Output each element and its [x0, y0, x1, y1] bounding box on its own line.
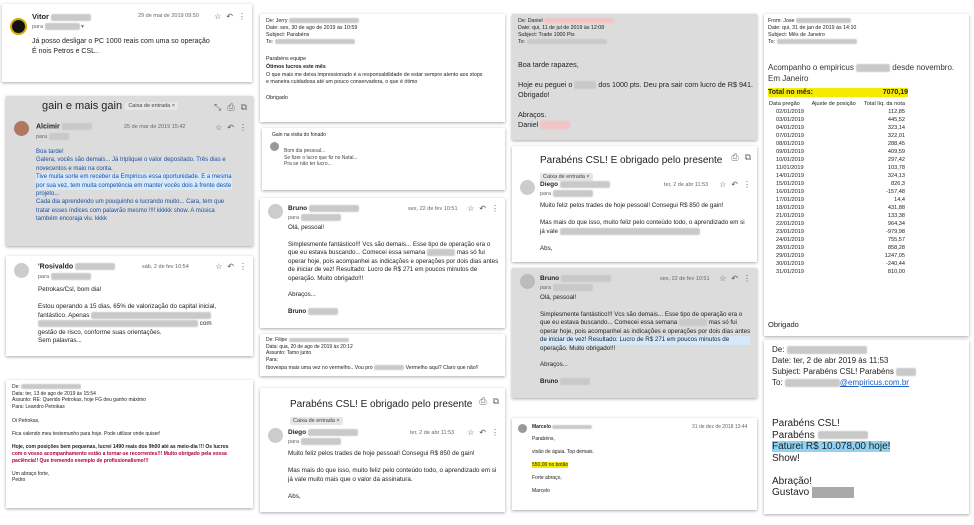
- value-cell: 858,28: [887, 245, 905, 251]
- avatar: [520, 274, 535, 289]
- avatar: [10, 18, 27, 35]
- table-row: [768, 140, 906, 148]
- table-row: [768, 188, 906, 196]
- email-body: Parabéns equipe Ótimos lucros este mês O que mais me deixa impressionado é a responsabilidade de estar sempre atento aos stops e maneira cuidadosa até um pouco conservadora, o que é ótimo Obrigado: [266, 56, 483, 101]
- results-table: [768, 100, 906, 276]
- table-row: [768, 212, 906, 220]
- email-card-mini[interactable]: [262, 128, 505, 190]
- email-card-rosivaldo[interactable]: 'Rosivaldo para sáb, 2 de fev 10:54 ☆ ↶ ⋮ Petrokas/Csl, bom dia! Estou operando a 15 dias, 65% de valorização do capital inicial, fantástico. Apenas com gestão de risco, conforme suas orientações. Sem palavras...: [6, 256, 253, 356]
- table-row: [768, 116, 906, 124]
- email-body: Olá, pessoal! Simplesmente fantástico!!! Vcs são demais... Esse tipo de operação era o que eu estava buscando... Comecei essa semana mas só fui operar hoje, pois acompanhei as indicações e operações por dois dias antes de iniciar de vez! Resultado: Lucro de R$ 271 em poucos minutos de operação. Muito obrigado!!! Abraços... Bruno: [288, 224, 499, 316]
- table-row: [768, 228, 906, 236]
- email-date: 31 de dez de 2018 13:44: [692, 424, 748, 430]
- value-cell: 810,00: [887, 269, 905, 275]
- email-header: De: Jerry Date: sex, 30 de ago de 2019 às 10:59 Subject: Parabéns To:: [266, 18, 358, 45]
- date-cell: 11/01/2019: [776, 165, 804, 171]
- avatar: [14, 263, 29, 278]
- sender-name: Alcimir: [36, 123, 92, 130]
- email-body: Boa tarde rapazes, Hoje eu peguei o dos 1000 pts. Deu pra sair com lucro de R$ 941. Obrigado! Abraços. Daniel: [518, 60, 753, 129]
- email-body: Muito feliz pelos trades de hoje pessoal! Consegui R$ 850 de gain! Mas mais do que isso, muito feliz pelo conteúdo todo, o aprendizado em si já vale muito mais que o valor da assinatura. Abs,: [288, 450, 497, 500]
- date-cell: 28/01/2019: [776, 245, 804, 251]
- recipient: para ▾: [32, 23, 84, 30]
- external-icon[interactable]: ⧉: [240, 102, 247, 112]
- reply-icon[interactable]: ↶: [731, 180, 738, 189]
- email-date: 25 de mar de 2019 15:42: [124, 124, 186, 130]
- date-cell: 22/01/2019: [776, 221, 804, 227]
- email-body: Oi Petrokas, Fica valendo meu testemunho para hoje. Pode utilizar onde quiser! Hoje, com posições bem pequenas, lucrei 1490 reais dos 9h00 até as meio-dia !!! Os lucros com o vosso acompanhamento estão a tornar-se recorrentes!!! Muito obrigado pela vossa paciência!! Que tremendo exemplo de profissionalismo!!! Um abraço forte, Pedro: [12, 418, 229, 484]
- email-body: Parabéns, visão de águia. Top demais. 550,00 no botão Forte abraço, Marcelo: [532, 436, 594, 494]
- avatar: [14, 121, 29, 136]
- date-cell: 31/01/2019: [776, 269, 804, 275]
- sender-name: Vitor: [32, 12, 91, 21]
- reply-icon[interactable]: ↶: [731, 274, 738, 283]
- reply-icon[interactable]: ↶: [479, 204, 486, 213]
- date-cell: 09/01/2019: [776, 149, 804, 155]
- star-icon[interactable]: ☆: [719, 274, 727, 283]
- email-intro: Acompanho o empiricus desde novembro. Em Janeiro: [768, 63, 955, 83]
- email-date: ter, 2 de abr 11:53: [410, 430, 455, 436]
- email-body: Bom dia pessoal... Se fizer o lucro que fiz no Natal... Pra se não ter lucro...: [284, 148, 358, 167]
- more-icon[interactable]: ⋮: [491, 428, 499, 437]
- table-row: [768, 108, 906, 116]
- value-cell: 288,45: [887, 141, 905, 147]
- value-cell: 112,85: [888, 109, 905, 115]
- date-cell: 29/01/2019: [776, 253, 804, 259]
- email-card-daniel[interactable]: [512, 14, 757, 140]
- value-cell: 297,42: [887, 157, 905, 163]
- table-row: [768, 124, 906, 132]
- email-card-bruno-2[interactable]: Bruno para sex, 22 de fev 10:51 ☆ ↶ ⋮ Olá, pessoal! Simplesmente fantástico!!! Vcs são demais... Esse tipo de operação era o que eu estava buscando... Comecei essa semana mas só fui operar hoje, pois acompanhei as indicações e operações por dois dias antes de iniciar de vez! Resultado: Lucro de R$ 271 em poucos minutos de operação. Muito obrigado!!! Abraços... Bruno: [512, 268, 757, 398]
- email-body: Já posso desligar o PC 1000 reais com uma so operação É nois Petros e CSL..: [32, 38, 210, 55]
- email-date: ter, 2 de abr 11:53: [664, 182, 709, 188]
- more-icon[interactable]: ⋮: [743, 180, 751, 189]
- avatar: [268, 428, 283, 443]
- email-subject: Gain na visita do fonado: [272, 132, 326, 138]
- email-body: Ibovespa mais uma vez no vermelho.. Vou pro Vermelho aqui? Claro que não!!: [266, 365, 479, 371]
- sender-name: Bruno: [540, 275, 611, 282]
- email-subject: gain e mais gain Caixa de entrada ×: [42, 100, 178, 112]
- email-card-bruno[interactable]: Bruno para sex, 22 de fev 10:51 ☆ ↶ ⋮ Olá, pessoal! Simplesmente fantástico!!! Vcs são demais... Esse tipo de operação era o que eu estava buscando... Comecei essa semana mas só fui operar hoje, pois acompanhei as indicações e operações por dois dias antes de iniciar de vez! Resultado: Lucro de R$ 271 em poucos minutos de operação. Muito obrigado!!! Abraços... Bruno: [260, 198, 505, 328]
- email-card-diego[interactable]: Parabéns CSL! E obrigado pelo presente Caixa de entrada × ⎙ ⧉ Diego para ter, 2 de abr 11:53 ☆ ↶ ⋮ Muito feliz pelos trades de hoje pessoal! Consegui R$ 850 de gain! Mas mais do que isso, muito feliz pelo conteúdo todo, o aprendizado em si já vale muito mais que o valor da assinatura. Abs,: [260, 388, 505, 512]
- email-date: 29 de mai de 2019 09:50: [138, 13, 199, 19]
- date-cell: 08/01/2019: [776, 141, 804, 147]
- email-header: De: Filipe Data: qua, 20 de ago de 2019 às 20:12 Assunto: Tamo junto Para:: [266, 337, 353, 363]
- more-icon[interactable]: ⋮: [743, 274, 751, 283]
- email-card-alcimir[interactable]: gain e mais gain Caixa de entrada × ⤡ ⎙ ⧉ Alcimir para 25 de mar de 2019 15:42 ☆ ↶ ⋮ Boa tarde! Galera, vocês são demais... Já tripliquei o valor depositado. Três dias e novecentos e maio na conta. Tive muita sorte em receber da Empiricus essa oportunidade. E a mesma por sua vez, tem muita competência em manter vocês dois à frente deste projeto... Cada dia aprendendo um pouquinho e lucrando muito... Cara, tem que tratar esses índices com palavrão mesmo !!!! kkkkk show. A música também encoraja viu. kkkk: [6, 96, 253, 246]
- star-icon[interactable]: ☆: [467, 428, 475, 437]
- email-subject: Parabéns CSL! E obrigado pelo presente Caixa de entrada ×: [290, 399, 473, 424]
- reply-icon[interactable]: ↶: [226, 12, 233, 21]
- sender-name: Diego: [288, 429, 358, 436]
- email-card-marcelo[interactable]: [512, 418, 757, 510]
- more-icon[interactable]: ⋮: [239, 262, 247, 271]
- email-card-jose[interactable]: [764, 14, 969, 336]
- email-date: sáb, 2 de fev 10:54: [142, 264, 189, 270]
- table-row: [768, 180, 906, 188]
- date-cell: 02/01/2019: [776, 109, 804, 115]
- date-cell: 04/01/2019: [776, 125, 804, 131]
- date-cell: 07/01/2019: [776, 133, 804, 139]
- table-header: Data pregão Ajuste de posição Total líq. da nota: [769, 101, 905, 107]
- sender-name: Bruno: [288, 205, 359, 212]
- value-cell: -157,48: [886, 189, 905, 195]
- value-cell: 1247,05: [884, 253, 905, 259]
- date-cell: 16/01/2019: [776, 189, 804, 195]
- date-cell: 30/01/2019: [776, 261, 804, 267]
- email-subject: Parabéns CSL! E obrigado pelo presente Caixa de entrada ×: [540, 155, 723, 180]
- reply-icon[interactable]: ↶: [227, 262, 234, 271]
- email-header: De: Date: ter, 2 de abr 2019 às 11:53 Subject: Parabéns CSL! Parabéns To: @empiricus.com.br: [772, 344, 916, 388]
- email-card-jerry[interactable]: [260, 14, 505, 122]
- sender-name: 'Rosivaldo: [38, 263, 115, 270]
- email-card-pedro[interactable]: [6, 380, 253, 508]
- table-row: [768, 244, 906, 252]
- value-cell: 14,4: [894, 197, 905, 203]
- external-icon[interactable]: ⧉: [744, 152, 751, 162]
- value-cell: 409,59: [887, 149, 905, 155]
- table-row: [768, 268, 906, 276]
- table-row: [768, 196, 906, 204]
- avatar: [520, 180, 535, 195]
- star-icon[interactable]: ☆: [719, 180, 727, 189]
- date-cell: 17/01/2019: [776, 197, 804, 203]
- value-cell: 103,78: [887, 165, 905, 171]
- star-icon[interactable]: ☆: [215, 262, 223, 271]
- expand-icon[interactable]: ⤡: [214, 102, 222, 112]
- email-header: De: Data: ter, 13 de ago de 2019 às 15:54 Assunto: RE: Querido Petrokas, hoje FG deu ganho máximo Para: Leandro Petrokas: [12, 384, 146, 410]
- table-row: [768, 236, 906, 244]
- email-date: sex, 22 de fev 10:51: [660, 276, 710, 282]
- email-body: Parabéns CSL! Parabéns Faturei R$ 10.078,00 hoje! Show! Abração! Gustavo: [772, 418, 891, 499]
- date-cell: 21/01/2019: [776, 213, 804, 219]
- value-cell: 964,34: [887, 221, 905, 227]
- email-card-gustavo[interactable]: [764, 340, 969, 514]
- more-icon[interactable]: ⋮: [239, 123, 247, 132]
- date-cell: 14/01/2019: [776, 173, 804, 179]
- date-cell: 24/01/2019: [776, 237, 804, 243]
- email-header: De: Daniel Date: qui, 11 de jul de 2019 às 12:08 Subject: Trade 1000 Pts To:: [518, 18, 614, 46]
- date-cell: 18/01/2019: [776, 205, 804, 211]
- more-icon[interactable]: ⋮: [491, 204, 499, 213]
- total-month: Total no mês: 7070,19: [768, 89, 908, 96]
- reply-icon[interactable]: ↶: [227, 123, 234, 132]
- email-body: Muito feliz pelos trades de hoje pessoal! Consegui R$ 850 de gain! Mas mais do que isso, muito feliz pelo conteúdo todo, o aprendizado em si já vale Abs,: [540, 202, 745, 252]
- table-row: [768, 220, 906, 228]
- avatar: [268, 204, 283, 219]
- table-row: [768, 164, 906, 172]
- table-row: [768, 204, 906, 212]
- print-icon[interactable]: ⎙: [731, 152, 739, 162]
- date-cell: 03/01/2019: [776, 117, 804, 123]
- table-row: [768, 132, 906, 140]
- more-icon[interactable]: ⋮: [238, 12, 246, 21]
- table-row: [768, 148, 906, 156]
- date-cell: 10/01/2019: [776, 157, 804, 163]
- external-icon[interactable]: ⧉: [492, 396, 499, 406]
- sender-name: Marcelo: [532, 424, 592, 431]
- value-cell: 133,38: [887, 213, 905, 219]
- value-cell: 322,01: [887, 133, 905, 139]
- table-row: [768, 172, 906, 180]
- email-header: From: Jose Date: qui, 31 de jan de 2019 às 14:10 Subject: Mês de Janeiro To:: [768, 18, 857, 45]
- value-cell: 323,14: [887, 125, 905, 131]
- closing: Obrigado: [768, 320, 799, 329]
- email-body: Boa tarde! Galera, vocês são demais... Já tripliquei o valor depositado. Três dias e novecentos e maio na conta. Tive muita sorte em receber da Empiricus essa oportunidade. E a mesma por sua vez, tem muita competência em manter vocês dois à frente deste projeto... Cada dia aprendendo um pouquinho e lucrando muito... Cara, tem que tratar esses índices com palavrão mesmo !!!! kkkkk show. A música também encoraja viu. kkkk: [36, 149, 232, 223]
- value-cell: 826,3: [891, 181, 905, 187]
- avatar: [518, 424, 527, 433]
- value-cell: 445,52: [887, 117, 905, 123]
- date-cell: 15/01/2019: [776, 181, 804, 187]
- sender-name: Diego: [540, 181, 610, 188]
- email-body: Petrokas/Csl, bom dia! Estou operando a 15 dias, 65% de valorização do capital inicial, fantástico. Apenas com gestão de risco, conforme suas orientações. Sem palavras...: [38, 286, 217, 345]
- email-body: Olá, pessoal! Simplesmente fantástico!!! Vcs são demais... Esse tipo de operação era o que eu estava buscando... Comecei essa semana mas só fui operar hoje, pois acompanhei as indicações e operações por dois dias antes de iniciar de vez! Resultado: Lucro de R$ 271 em poucos minutos de operação. Muito obrigado!!! Abraços... Bruno: [540, 294, 751, 386]
- email-card-vitor[interactable]: [2, 4, 252, 82]
- email-date: sex, 22 de fev 10:51: [408, 206, 458, 212]
- value-cell: -240,44: [886, 261, 905, 267]
- avatar: [270, 142, 279, 151]
- star-icon[interactable]: ☆: [467, 204, 475, 213]
- value-cell: 324,13: [887, 173, 905, 179]
- table-row: [768, 252, 906, 260]
- star-icon[interactable]: ☆: [215, 123, 223, 132]
- value-cell: -979,98: [886, 229, 905, 235]
- date-cell: 23/01/2019: [776, 229, 804, 235]
- table-row: [768, 156, 906, 164]
- email-card-diego-2[interactable]: Parabéns CSL! E obrigado pelo presente Caixa de entrada × ⎙ ⧉ Diego para ter, 2 de abr 11:53 ☆ ↶ ⋮ Muito feliz pelos trades de hoje pessoal! Consegui R$ 850 de gain! Mas mais do que isso, muito feliz pelo conteúdo todo, o aprendizado em si já vale Abs,: [512, 146, 757, 262]
- email-card-filipe[interactable]: [260, 334, 505, 376]
- value-cell: 431,88: [887, 205, 905, 211]
- print-icon[interactable]: ⎙: [479, 396, 487, 406]
- star-icon[interactable]: ☆: [214, 12, 222, 21]
- print-icon[interactable]: ⎙: [227, 102, 235, 112]
- table-row: [768, 260, 906, 268]
- reply-icon[interactable]: ↶: [479, 428, 486, 437]
- value-cell: 755,57: [887, 237, 905, 243]
